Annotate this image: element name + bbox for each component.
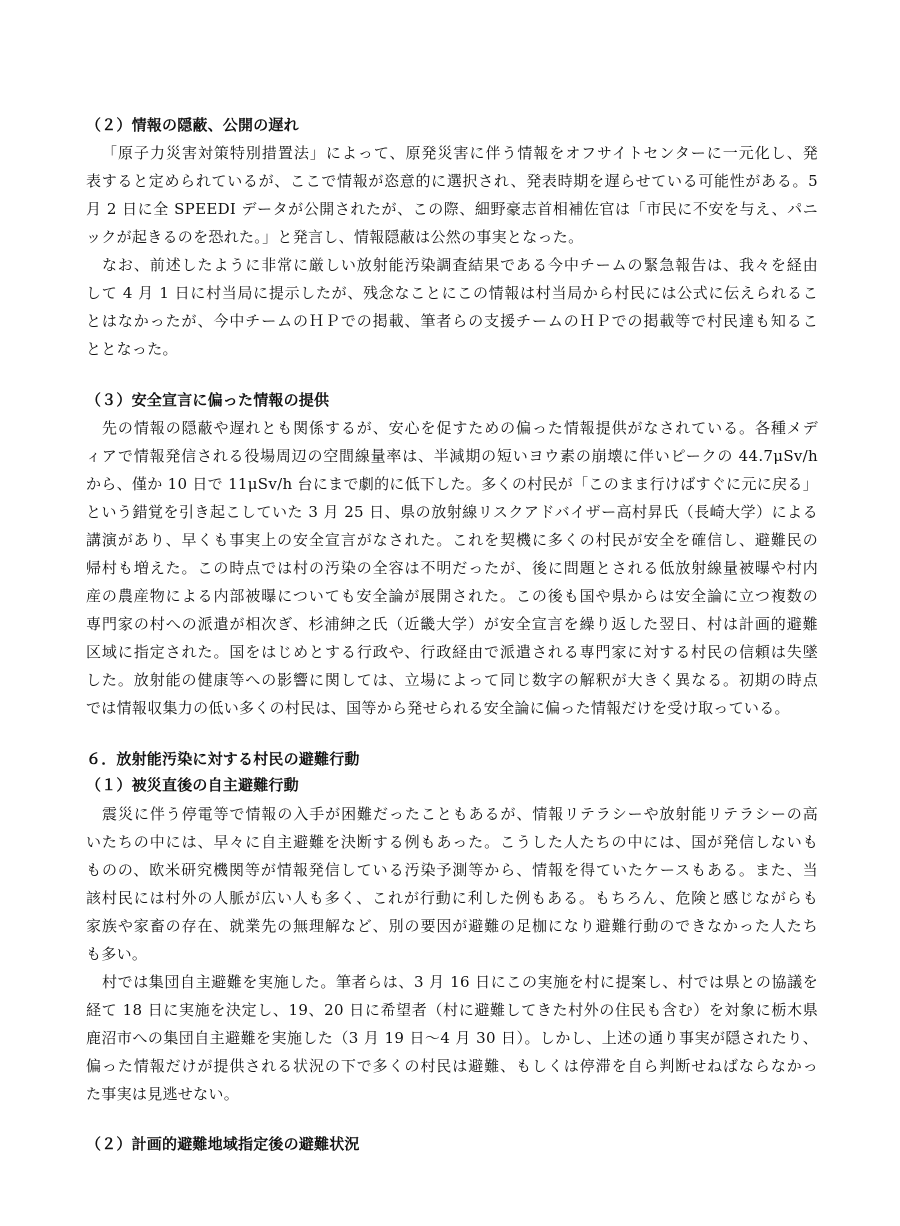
paragraph-line: ックが起きるのを恐れた。」と発言し、情報隠蔽は公然の事実となった。 — [86, 228, 584, 246]
section-heading-information-concealment: （２）情報の隠蔽、公開の遅れ — [86, 116, 299, 134]
paragraph-line: ィアで情報発信される役場周辺の空間線量率は、半減期の短いヨウ素の崩壊に伴いピークの 44.7μSv/h — [86, 447, 818, 465]
section-heading-biased-information: （３）安全宣言に偏った情報の提供 — [86, 391, 330, 409]
paragraph-line: 村では集団自主避難を実施した。筆者らは、3 月 16 日にこの実施を村に提案し、村では県との協議を — [102, 973, 818, 991]
paragraph-line: ものの、欧米研究機関等が情報発信している汚染予測等から、情報を得ていたケースもある。また、当 — [86, 861, 818, 879]
chapter-heading-evacuation-behavior: ６．放射能汚染に対する村民の避難行動 — [86, 750, 360, 768]
paragraph-line: いたちの中には、早々に自主避難を決断する例もあった。こうした人たちの中には、国が発信しないも — [86, 833, 818, 851]
paragraph-line: 専門家の村への派遣が相次ぎ、杉浦紳之氏（近畿大学）が安全宣言を繰り返した翌日、村は計画的避難 — [86, 615, 818, 633]
paragraph-line: 震災に伴う停電等で情報の入手が困難だったこともあるが、情報リテラシーや放射能リテラシーの高 — [102, 805, 818, 823]
paragraph-line: 該村民には村外の人脈が広い人も多く、これが行動に利した例もある。もちろん、危険と感じながらも — [86, 889, 818, 907]
paragraph-line: 産の農産物による内部被曝についても安全論が展開された。この後も国や県からは安全論に立つ複数の — [86, 587, 818, 605]
paragraph-line: 講演があり、早くも事実上の安全宣言がなされた。これを契機に多くの村民が安全を確信し、避難民の — [86, 531, 818, 549]
paragraph-line: 月 2 日に全 SPEEDI データが公開されたが、この際、細野豪志首相補佐官は「市民に不安を与え、パニ — [86, 200, 818, 218]
paragraph-line: 区域に指定された。国をはじめとする行政や、行政経由で派遣される専門家に対する村民の信頼は失墜 — [86, 643, 818, 661]
paragraph-line: して 4 月 1 日に村当局に提示したが、残念なことにこの情報は村当局から村民には公式に伝えられるこ — [86, 284, 818, 302]
paragraph-line: 表すると定められているが、ここで情報が恣意的に選択され、発表時期を遅らせている可能性がある。5 — [86, 172, 818, 190]
paragraph-line: では情報収集力の低い多くの村民は、国等から発せられる安全論に偏った情報だけを受け取っている。 — [86, 699, 790, 717]
paragraph-line: も多い。 — [86, 945, 148, 963]
paragraph-line: 家族や家畜の存在、就業先の無理解など、別の要因が避難の足枷になり避難行動のできなかった人たち — [86, 917, 818, 935]
paragraph-line: なお、前述したように非常に厳しい放射能汚染調査結果である今中チームの緊急報告は、我々を経由 — [102, 256, 818, 274]
paragraph-line: から、僅か 10 日で 11μSv/h 台にまで劇的に低下した。多くの村民が「このまま行けばすぐに元に戻る」 — [86, 475, 818, 493]
section-heading-planned-evacuation: （２）計画的避難地域指定後の避難状況 — [86, 1135, 360, 1153]
section-heading-voluntary-evacuation: （１）被災直後の自主避難行動 — [86, 776, 299, 794]
paragraph-line: た事実は見逃せない。 — [86, 1085, 240, 1103]
paragraph-line: 「原子力災害対策特別措置法」によって、原発災害に伴う情報をオフサイトセンターに一元化し、発 — [102, 144, 818, 162]
paragraph-line: 経て 18 日に実施を決定し、19、20 日に希望者（村に避難してきた村外の住民も含む）を対象に栃木県 — [86, 1001, 818, 1019]
paragraph-line: という錯覚を引き起こしていた 3 月 25 日、県の放射線リスクアドバイザー高村昇氏（長崎大学）による — [86, 503, 818, 521]
paragraph-line: とはなかったが、今中チームのＨＰでの掲載、筆者らの支援チームのＨＰでの掲載等で村民達も知るこ — [86, 312, 818, 330]
paragraph-line: ととなった。 — [86, 340, 178, 358]
paragraph-line: 帰村も増えた。この時点では村の汚染の全容は不明だったが、後に問題とされる低放射線量被曝や村内 — [86, 559, 818, 577]
paragraph-line: 鹿沼市への集団自主避難を実施した（3 月 19 日～4 月 30 日）。しかし、上述の通り事実が隠されたり、 — [86, 1029, 818, 1047]
paragraph-line: 先の情報の隠蔽や遅れとも関係するが、安心を促すための偏った情報提供がなされている。各種メデ — [102, 419, 818, 437]
paragraph-line: 偏った情報だけが提供される状況の下で多くの村民は避難、もしくは停滞を自ら判断せねばならなかっ — [86, 1057, 818, 1075]
paragraph-line: した。放射能の健康等への影響に関しては、立場によって同じ数字の解釈が大きく異なる。初期の時点 — [86, 671, 818, 689]
